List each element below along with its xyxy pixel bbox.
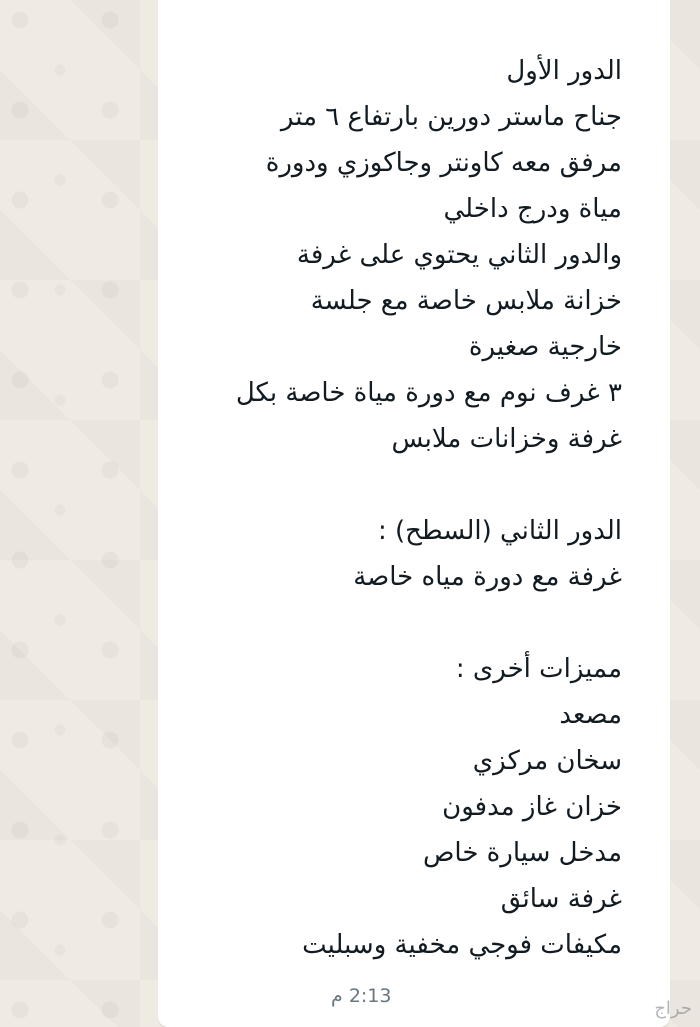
message-line: مياة ودرج داخلي bbox=[443, 194, 622, 224]
message-line: مدخل سيارة خاص bbox=[422, 838, 622, 868]
message-line: غرفة سائق bbox=[500, 884, 622, 914]
watermark-logo: حراج bbox=[654, 998, 692, 1019]
message-line: مرفق معه كاونتر وجاكوزي ودورة bbox=[265, 148, 622, 178]
message-spacer bbox=[162, 600, 622, 646]
message-line: ٣ غرف نوم مع دورة مياة خاصة بكل bbox=[235, 378, 622, 408]
message-bubble[interactable] bbox=[158, 0, 670, 1027]
message-line: جناح ماستر دورين بارتفاع ٦ متر bbox=[280, 102, 622, 132]
message-spacer bbox=[162, 462, 622, 508]
message-line: مميزات أخرى : bbox=[455, 654, 622, 684]
message-line: الدور الأول bbox=[506, 56, 622, 86]
message-line: سخان مركزي bbox=[472, 746, 622, 776]
message-line: مصعد bbox=[559, 700, 622, 730]
message-line: خزان غاز مدفون bbox=[442, 792, 622, 822]
message-line: والدور الثاني يحتوي على غرفة bbox=[296, 240, 622, 270]
message-line: خارجية صغيرة bbox=[468, 332, 622, 362]
message-line: غرفة مع دورة مياه خاصة bbox=[353, 562, 622, 592]
message-text bbox=[162, 48, 622, 968]
message-line: مكيفات فوجي مخفية وسبليت bbox=[302, 930, 622, 960]
message-line: خزانة ملابس خاصة مع جلسة bbox=[310, 286, 622, 316]
message-timestamp: 2:13 م bbox=[331, 985, 392, 1007]
message-line: غرفة وخزانات ملابس bbox=[391, 424, 622, 454]
message-line: الدور الثاني (السطح) : bbox=[377, 516, 622, 546]
